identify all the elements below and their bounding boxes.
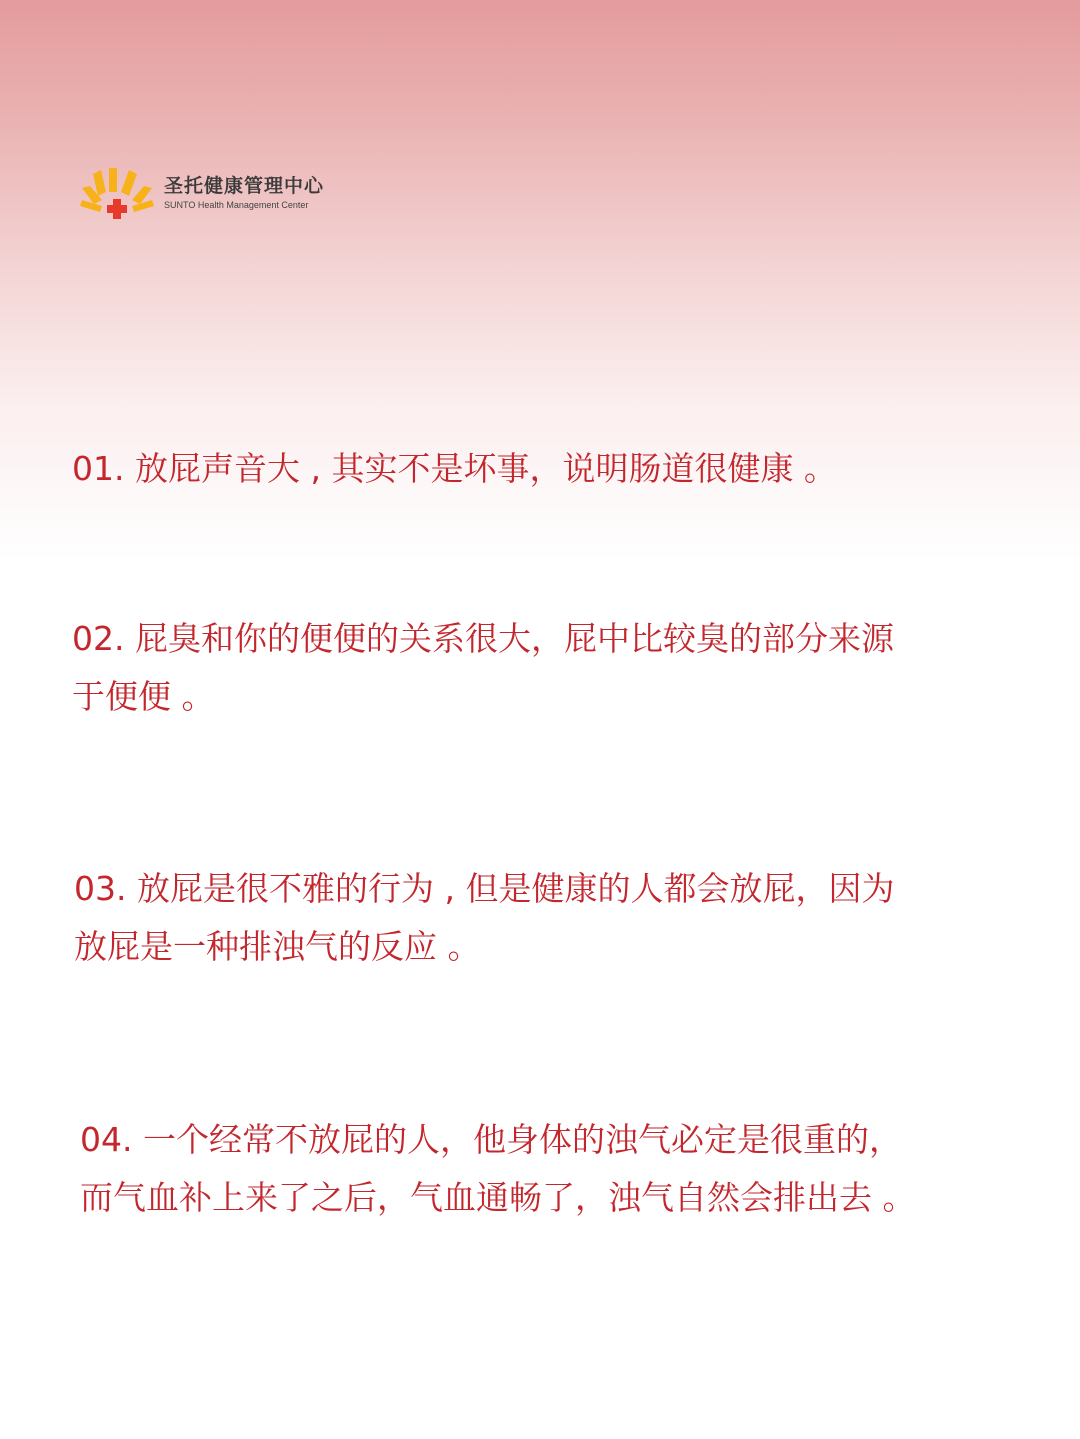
sunburst-cross-icon (80, 166, 154, 220)
logo-name-cn: 圣托健康管理中心 (164, 175, 325, 197)
tip-item-04: 04. 一个经常不放屁的人，他身体的浊气必定是很重的， 而气血补上来了之后，气血通畅了，浊气自然会排出去 。 (80, 1120, 916, 1217)
brand-logo (80, 166, 324, 220)
tip-item-03: 03. 放屁是很不雅的行为 , 但是健康的人都会放屁，因为 放屁是一种排浊气的反应 。 (74, 869, 895, 966)
logo-name-en: SUNTO Health Management Center (164, 200, 309, 210)
tip-item-02: 02. 屁臭和你的便便的关系很大，屁中比较臭的部分来源 于便便 。 (72, 619, 894, 716)
logo-text (164, 175, 324, 211)
tip-item-01: 01. 放屁声音大 , 其实不是坏事，说明肠道很健康 。 (72, 449, 837, 488)
